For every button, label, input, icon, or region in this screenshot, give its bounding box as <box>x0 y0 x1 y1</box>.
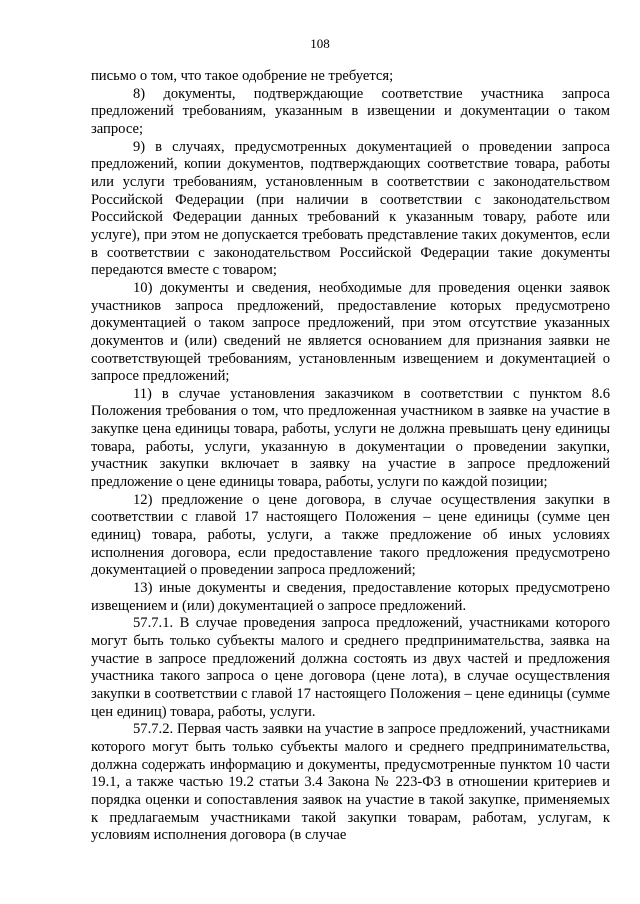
paragraph-continuation: письмо о том, что такое одобрение не требуется; <box>91 68 394 84</box>
paragraph-item-13: 13) иные документы и сведения, предоставление которых предусмотрено извещением и (или) документацией о запросе предложений. <box>91 580 610 614</box>
document-body <box>91 68 610 845</box>
paragraph-57-7-2: 57.7.2. Первая часть заявки на участие в запросе предложений, участниками которого могут быть только субъекты малого и среднего предпринимательства, должна содержать информацию и документы, предусмотренные пунктом 10 части 19.1, а также частью 19.2 статьи 3.4 Закона № 223-ФЗ в отношении критериев и порядка оценки и сопоставления заявок на участие в такой закупке, применяемых к предлагаемым участниками такой закупки товарам, работам, услугам, к условиям исполнения договора (в случае <box>91 721 610 844</box>
paragraph-57-7-1: 57.7.1. В случае проведения запроса предложений, участниками которого могут быть только субъекты малого и среднего предпринимательства, заявка на участие в запросе предложений должна состоять из двух частей и предложения участника такого запроса о цене договора (цене лота), в случае осуществления закупки в соответствии с главой 17 настоящего Положения – цене единицы (сумме цен единиц) товара, работы, услуги. <box>91 615 610 720</box>
paragraph-item-12: 12) предложение о цене договора, в случае осуществления закупки в соответствии с главой 17 настоящего Положения – цене единицы (сумме цен единиц) товара, работы, услуги, а также предложение об иных условиях исполнения договора, если предоставление такого предложения предусмотрено документацией о проведении запроса предложений; <box>91 491 610 579</box>
paragraph-item-10: 10) документы и сведения, необходимые для проведения оценки заявок участников запроса предложений, предоставление которых предусмотрено документацией о таком запросе предложений, при этом отсутствие указанных документов и (или) сведений не является основанием для признания заявки не соответствующей требованиям, установленным извещением и документацией о запросе предложений; <box>91 279 610 385</box>
paragraph-item-11: 11) в случае установления заказчиком в соответствии с пунктом 8.6 Положения требования о том, что предложенная участником в заявке на участие в закупке цена единицы товара, работы, услуги не должна превышать цену единицы товара, работы, услуги, указанную в документации о проведении закупки, участник закупки включает в заявку на участие в запросе предложений предложение о цене единицы товара, работы, услуги по каждой позиции; <box>91 385 610 491</box>
paragraph-item-9: 9) в случаях, предусмотренных документацией о проведении запроса предложений, копии документов, подтверждающих соответствие товара, работы или услуги требованиям, установленным в соответствии с законодательством Российской Федерации (при наличии в соответствии с законодательством Российской Федерации данных требований к указанным товару, работе или услуге), при этом не допускается требовать представление таких документов, если в соответствии с законодательством Российской Федерации такие документы передаются вместе с товаром; <box>91 138 610 279</box>
paragraph-item-8: 8) документы, подтверждающие соответствие участника запроса предложений требованиям, указанным в извещении и документации о таком запросе; <box>91 85 610 137</box>
page-number: 108 <box>310 36 330 51</box>
